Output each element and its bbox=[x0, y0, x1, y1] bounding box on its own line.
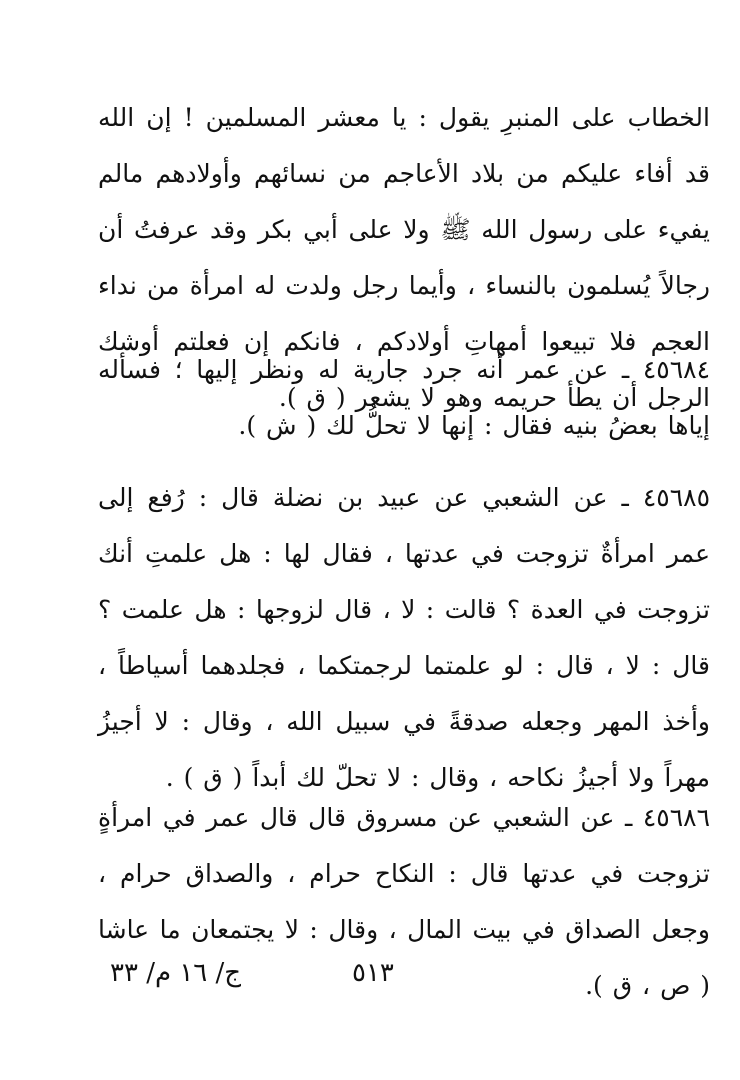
hadith-paragraph bbox=[98, 342, 710, 454]
paragraph-text: ٤٥٦٨٦ ـ عن الشعبي عن مسروق قال قال عمر في امرأةٍ تزوجت في عدتها قال : النكاح حرام ، والصداق حرام ، وجعل الصداق في بيت المال ، وقال : لا يجتمعان ما عاشا ( ص ، ق ). bbox=[98, 803, 710, 1000]
paragraph-text: ٤٥٦٨٥ ـ عن الشعبي عن عبيد بن نضلة قال : رُفع إلى عمر امرأةٌ تزوجت في عدتها ، فقال لها : هل علمتِ أنك تزوجت في العدة ؟ قالت : لا ، قال لزوجها : هل علمت ؟ قال : لا ، قال : لو علمتما لرجمتكما ، فجلدهما أسياطاً ، وأخذ المهر وجعله صدقةً في سبيل الله ، وقال : لا أجيزُ مهراً ولا أجيزُ نكاحه ، وقال : لا تحلّ لك أبداً ( ق ) . bbox=[98, 483, 710, 792]
paragraph-text: ٤٥٦٨٤ ـ عن عمر أنه جرد جارية له ونظر إليها ؛ فسأله إياها بعضُ بنيه فقال : إنها لا تحلُّ لك ( ش ). bbox=[98, 355, 710, 440]
hadith-paragraph bbox=[98, 470, 710, 806]
page-number: ٥١٣ bbox=[352, 958, 394, 988]
volume-reference: ج/ ١٦ م/ ٣٣ bbox=[110, 958, 242, 988]
paragraph-text: الخطاب على المنبرِ يقول : يا معشر المسلمين ! إن الله قد أفاء عليكم من بلاد الأعاجم من نسائهم وأولادهم مالم يفيء على رسول الله ﷺ ولا على أبي بكر وقد عرفتُ أن رجالاً يُسلمون بالنساء ، وأيما رجل ولدت له امرأة من نداء العجم فلا تبيعوا أمهاتِ أولادكم ، فانكم إن فعلتم أوشك الرجل أن يطأ حريمه وهو لا يشعر ( ق ). bbox=[98, 103, 710, 412]
page-footer bbox=[0, 958, 740, 998]
